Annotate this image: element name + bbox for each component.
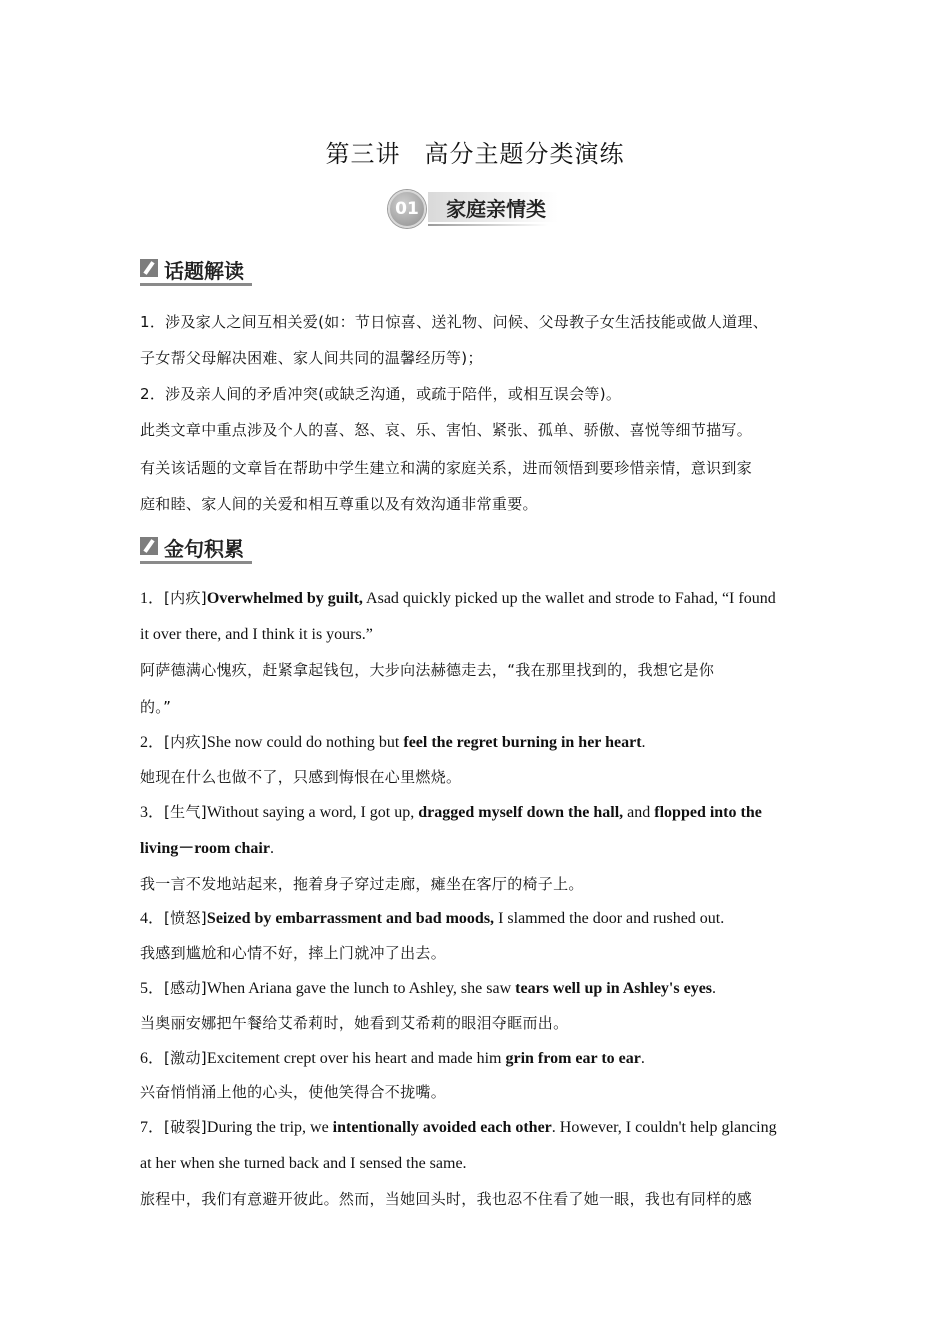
key-phrase: tears well up in Ashley's eyes <box>515 980 713 997</box>
badge-number-circle: 01 <box>388 190 426 228</box>
item-number: 3． <box>140 804 165 821</box>
sentence-item-7-en-cont: at her when she turned back and I sensed the same. <box>140 1155 467 1172</box>
item-number: 4． <box>140 910 165 927</box>
sentence-item-2-cn: 她现在什么也做不了，只感到悔恨在心里燃烧。 <box>140 768 462 786</box>
category-badge <box>388 188 568 228</box>
sentence-item-7-en <box>140 1117 820 1138</box>
topic-line: 2．涉及亲人间的矛盾冲突(或缺乏沟通，或疏于陪伴，或相互误会等)。 <box>140 385 622 403</box>
section-topic-title: 话题解读 <box>164 259 244 283</box>
sentence-text: and <box>623 804 655 821</box>
emotion-tag: [内疚] <box>164 589 207 607</box>
sentence-text: She now could do nothing but <box>206 734 404 751</box>
section-underline <box>140 561 252 564</box>
section-underline <box>140 283 252 286</box>
sentence-item-1-en-cont: it over there, and I think it is yours.” <box>140 626 373 643</box>
sentence-item-2-en <box>140 732 820 753</box>
badge-label: 家庭亲情类 <box>446 197 546 221</box>
pen-icon <box>140 259 158 277</box>
section-topic-header <box>140 255 260 285</box>
sentence-item-1-cn: 阿萨德满心愧疚，赶紧拿起钱包，大步向法赫德走去，“我在那里找到的，我想它是你 <box>140 661 715 679</box>
section-sentences-title: 金句积累 <box>164 537 244 561</box>
key-phrase: feel the regret burning in her heart <box>403 734 642 751</box>
key-phrase: Seized by embarrassment and bad moods, <box>206 910 495 927</box>
sentence-item-6-en <box>140 1048 820 1069</box>
emotion-tag: [愤怒] <box>164 909 207 927</box>
sentence-item-6-cn: 兴奋悄悄涌上他的心头，使他笑得合不拢嘴。 <box>140 1083 447 1101</box>
page-title <box>0 134 950 169</box>
sentence-text: During the trip, we <box>206 1119 333 1136</box>
topic-line: 庭和睦、家人间的关爱和相互尊重以及有效沟通非常重要。 <box>140 495 538 513</box>
badge-underline <box>428 224 548 226</box>
key-phrase: Overwhelmed by guilt, <box>206 590 363 607</box>
sentence-text: . <box>269 840 274 857</box>
key-phrase: grin from ear to ear <box>505 1050 641 1067</box>
topic-line: 此类文章中重点涉及个人的喜、怒、哀、乐、害怕、紧张、孤单、骄傲、喜悦等细节描写。 <box>140 421 753 439</box>
topic-line: 1．涉及家人之间互相关爱(如：节日惊喜、送礼物、问候、父母教子女生活技能或做人道理、 <box>140 313 768 331</box>
sentence-item-4-en <box>140 908 820 929</box>
sentence-item-7-cn: 旅程中，我们有意避开彼此。然而，当她回头时，我也忍不住看了她一眼，我也有同样的感 <box>140 1190 753 1208</box>
sentence-text: When Ariana gave the lunch to Ashley, she saw <box>206 980 516 997</box>
key-phrase: living－room chair <box>140 840 270 857</box>
emotion-tag: [生气] <box>164 803 207 821</box>
topic-line: 子女帮父母解决困难、家人间共同的温馨经历等)； <box>140 349 483 367</box>
item-number: 1． <box>140 590 165 607</box>
sentence-item-5-cn: 当奥丽安娜把午餐给艾希莉时，她看到艾希莉的眼泪夺眶而出。 <box>140 1014 569 1032</box>
emotion-tag: [破裂] <box>164 1118 207 1136</box>
lecture-number: 第三讲 <box>325 140 401 168</box>
section-sentences-header <box>140 533 260 563</box>
key-phrase: dragged myself down the hall, <box>418 804 624 821</box>
emotion-tag: [激动] <box>164 1049 207 1067</box>
sentence-text: . However, I couldn't help glancing <box>551 1119 777 1136</box>
sentence-item-1-cn-cont: 的。” <box>140 698 172 716</box>
key-phrase: flopped into the <box>654 804 762 821</box>
sentence-text: . <box>712 980 717 997</box>
item-number: 7． <box>140 1119 165 1136</box>
sentence-item-3-en <box>140 802 820 823</box>
item-number: 5． <box>140 980 165 997</box>
sentence-item-3-cn: 我一言不发地站起来，拖着身子穿过走廊，瘫坐在客厅的椅子上。 <box>140 875 584 893</box>
emotion-tag: [感动] <box>164 979 207 997</box>
sentence-text: Excitement crept over his heart and made him <box>206 1050 506 1067</box>
sentence-text: Asad quickly picked up the wallet and strode to Fahad, “I found <box>362 590 776 607</box>
lecture-title: 高分主题分类演练 <box>424 140 625 168</box>
topic-line: 有关该话题的文章旨在帮助中学生建立和满的家庭关系，进而领悟到要珍惜亲情，意识到家 <box>140 459 753 477</box>
sentence-text: . <box>640 1050 645 1067</box>
item-number: 2． <box>140 734 165 751</box>
sentence-item-5-en <box>140 978 820 999</box>
emotion-tag: [内疚] <box>164 733 207 751</box>
sentence-item-4-cn: 我感到尴尬和心情不好，摔上门就冲了出去。 <box>140 944 447 962</box>
item-number: 6． <box>140 1050 165 1067</box>
sentence-text: I slammed the door and rushed out. <box>494 910 725 927</box>
sentence-item-1-en <box>140 588 820 609</box>
sentence-text: . <box>641 734 646 751</box>
key-phrase: intentionally avoided each other <box>332 1119 552 1136</box>
sentence-item-3-en-cont <box>140 839 820 859</box>
sentence-text: Without saying a word, I got up, <box>206 804 419 821</box>
pen-icon <box>140 537 158 555</box>
